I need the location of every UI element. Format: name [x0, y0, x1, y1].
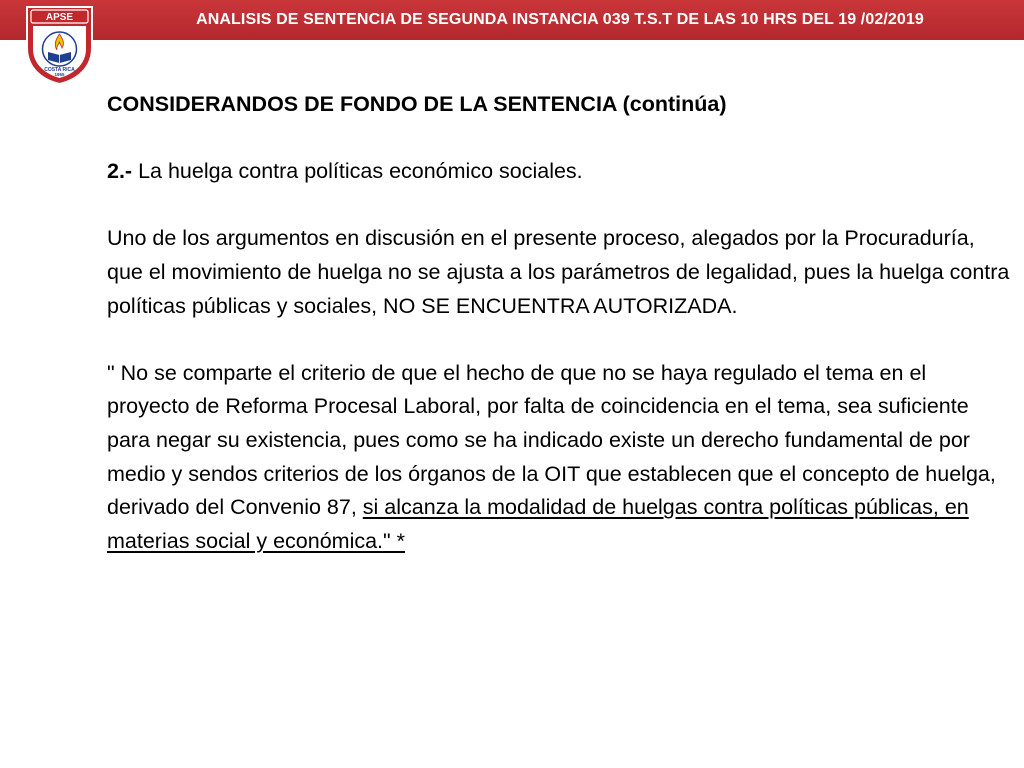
item-line — [107, 155, 1012, 189]
item-number: 2.- — [107, 159, 133, 184]
apse-shield-icon — [22, 4, 97, 86]
quote-underlined-text: si alcanza la modalidad de huelgas contra políticas públicas, en materias social y económica." * — [107, 495, 969, 553]
spacer — [107, 122, 1012, 156]
apse-logo — [22, 4, 97, 86]
logo-country-text: COSTA RICA — [44, 67, 75, 73]
header-title: ANALISIS DE SENTENCIA DE SEGUNDA INSTANCIA 039 T.S.T DE LAS 10 HRS DEL 19 /02/2019 — [196, 11, 924, 28]
section-heading: CONSIDERANDOS DE FONDO DE LA SENTENCIA (continúa) — [107, 92, 727, 116]
quote-text: " No se comparte el criterio de que el hecho de que no se haya regulado el tema en el proyecto de Reforma Procesal Laboral, por falta de coincidencia en el tema, sea suficiente para negar su existencia, pues como se ha indicado existe un derecho fundamental de por medio y sendos criterios de los órganos de la OIT que establecen que el concepto de huelga, derivado del Convenio 87, — [107, 360, 996, 520]
slide-body — [107, 88, 1012, 558]
quote-paragraph — [107, 357, 1012, 559]
spacer — [107, 189, 1012, 223]
paragraph-procuraduria: Uno de los argumentos en discusión en el presente proceso, alegados por la Procuraduría, que el movimiento de huelga no se ajusta a los parámetros de legalidad, pues la huelga contra políticas públicas y sociales, NO SE ENCUENTRA AUTORIZADA. — [107, 226, 1010, 318]
item-text: La huelga contra políticas económico sociales. — [132, 159, 583, 184]
logo-year-text: 1955 — [54, 72, 65, 77]
spacer — [107, 323, 1012, 357]
logo-top-text: APSE — [45, 12, 74, 23]
header-bar — [0, 0, 1024, 40]
